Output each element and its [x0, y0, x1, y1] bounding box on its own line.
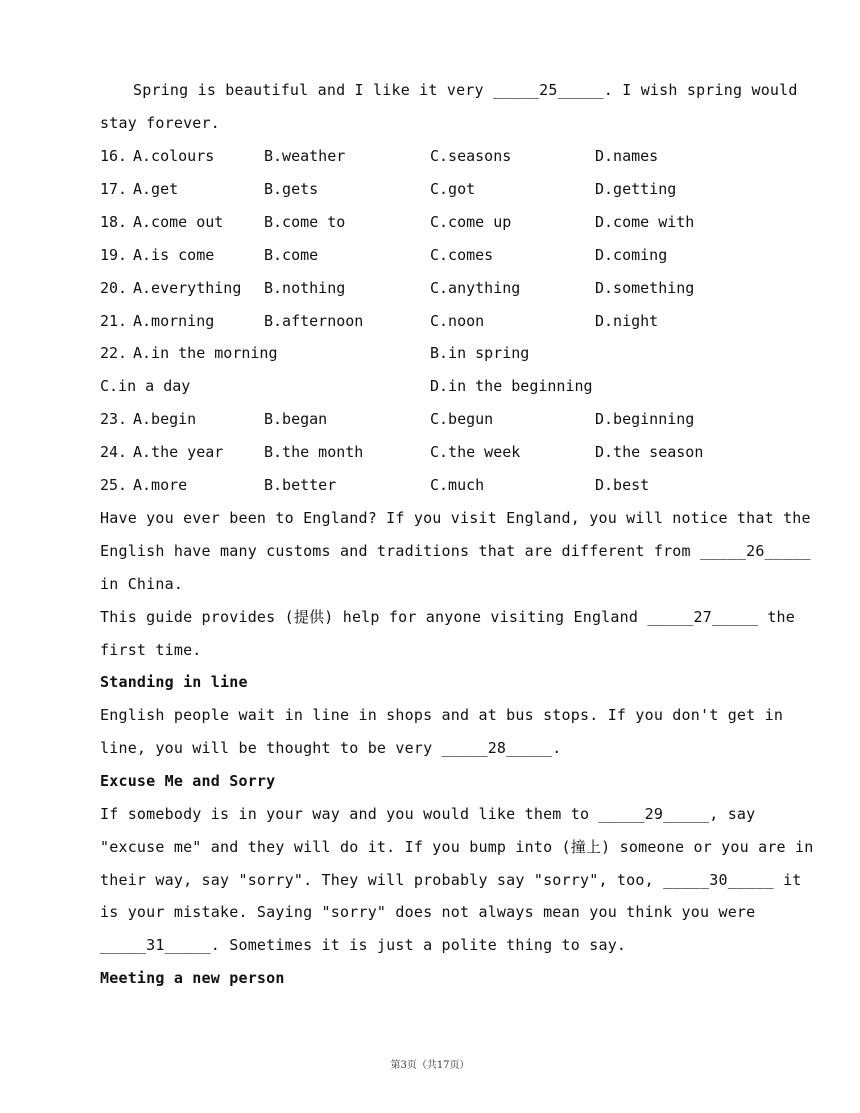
option-a: A.in the morning [133, 344, 278, 362]
option-d: D.best [595, 476, 650, 494]
option-a: A.is come [133, 246, 215, 264]
passage-text-line: their way, say "sorry". They will probably say "sorry", too, _____30_____ it [100, 871, 802, 889]
passage-text-line: _____31_____. Sometimes it is just a polite thing to say. [100, 936, 627, 954]
option-d: D.something [595, 279, 695, 297]
passage-text-line: is your mistake. Saying "sorry" does not always mean you think you were [100, 903, 756, 921]
option-a: A.morning [133, 312, 215, 330]
option-b: B.in spring [430, 344, 530, 362]
question-number: 24. [100, 443, 128, 461]
passage-text-line: "excuse me" and they will do it. If you bump into (撞上) someone or you are in [100, 838, 814, 856]
question-number: 22. [100, 344, 128, 362]
option-c: C.got [430, 180, 476, 198]
option-a: A.more [133, 476, 188, 494]
option-d: D.names [595, 147, 659, 165]
option-c: C.noon [430, 312, 485, 330]
question-number: 21. [100, 312, 128, 330]
option-d: D.night [595, 312, 659, 330]
option-b: B.began [264, 410, 328, 428]
question-number: 20. [100, 279, 128, 297]
option-a: A.get [133, 180, 179, 198]
option-a: A.the year [133, 443, 224, 461]
option-b: B.weather [264, 147, 346, 165]
question-number: 18. [100, 213, 128, 231]
option-c: C.comes [430, 246, 494, 264]
option-b: B.the month [264, 443, 364, 461]
option-c: C.come up [430, 213, 512, 231]
passage-text-line: Spring is beautiful and I like it very _____25_____. I wish spring would [133, 81, 798, 99]
section-heading: Excuse Me and Sorry [100, 772, 276, 790]
option-a: A.come out [133, 213, 224, 231]
passage-text-line: English people wait in line in shops and at bus stops. If you don't get in [100, 706, 784, 724]
option-b: B.gets [264, 180, 319, 198]
question-number: 16. [100, 147, 128, 165]
option-c: C.anything [430, 279, 521, 297]
passage-text-line: English have many customs and traditions that are different from _____26_____ [100, 542, 811, 560]
option-b: B.come [264, 246, 319, 264]
passage-text-line: line, you will be thought to be very _____28_____. [100, 739, 562, 757]
passage-text-line: Have you ever been to England? If you visit England, you will notice that the [100, 509, 811, 527]
option-c: C.the week [430, 443, 521, 461]
option-b: B.nothing [264, 279, 346, 297]
option-b: B.afternoon [264, 312, 364, 330]
option-a: A.colours [133, 147, 215, 165]
section-heading: Meeting a new person [100, 969, 285, 987]
question-number: 23. [100, 410, 128, 428]
option-d: D.the season [595, 443, 704, 461]
passage-text-line: in China. [100, 575, 184, 593]
option-c: C.seasons [430, 147, 512, 165]
option-c: C.much [430, 476, 485, 494]
section-heading: Standing in line [100, 673, 248, 691]
option-d: D.coming [595, 246, 668, 264]
option-c: C.in a day [100, 377, 191, 395]
option-a: A.begin [133, 410, 197, 428]
option-d: D.getting [595, 180, 677, 198]
question-number: 19. [100, 246, 128, 264]
page-footer: 第3页（共17页） [390, 1060, 470, 1071]
option-b: B.better [264, 476, 337, 494]
passage-text-line: If somebody is in your way and you would like them to _____29_____, say [100, 805, 756, 823]
question-number: 25. [100, 476, 128, 494]
question-number: 17. [100, 180, 128, 198]
option-d: D.beginning [595, 410, 695, 428]
option-b: B.come to [264, 213, 346, 231]
passage-text-line: first time. [100, 641, 202, 659]
passage-text-line: This guide provides (提供) help for anyone visiting England _____27_____ the [100, 608, 796, 626]
passage-text-line: stay forever. [100, 114, 220, 132]
option-a: A.everything [133, 279, 242, 297]
option-c: C.begun [430, 410, 494, 428]
option-d: D.in the beginning [430, 377, 593, 395]
option-d: D.come with [595, 213, 695, 231]
